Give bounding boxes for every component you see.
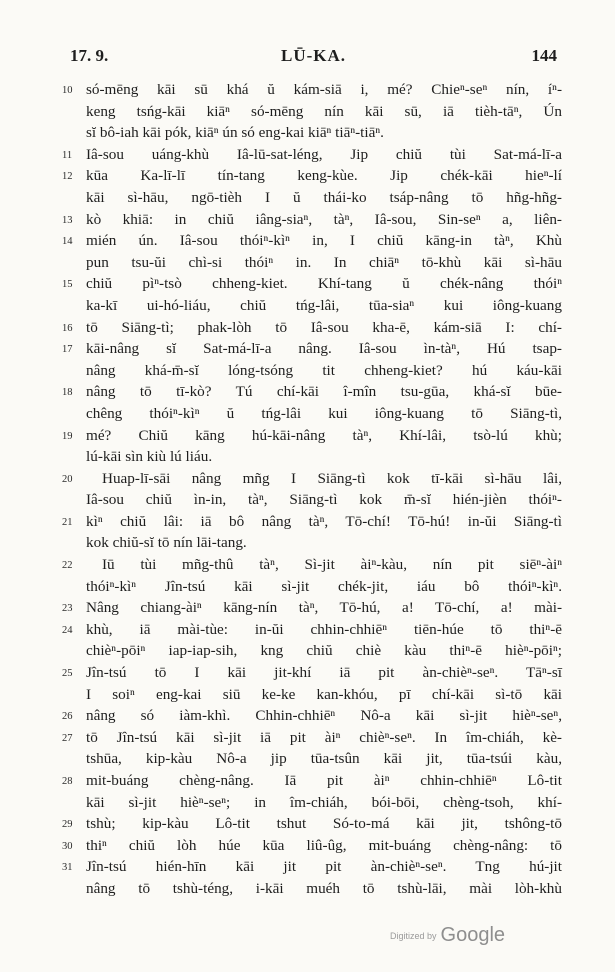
- line-text: nâng tō tī-kò? Tú chí-kāi î-mîn tsu-gūa, khá-sĭ būe-: [86, 383, 562, 401]
- line-text: Iū tùi mñg-thû tàⁿ, Sì-jit àiⁿ-kàu, nín pit siēⁿ-àiⁿ: [102, 556, 562, 574]
- text-line: [62, 122, 562, 144]
- chapter-verse-ref: 17. 9.: [70, 46, 109, 65]
- verse-number: 10: [62, 85, 73, 96]
- verse-number: 31: [62, 862, 73, 874]
- verse-number: 12: [62, 171, 73, 183]
- text-line: [62, 425, 562, 447]
- text-line: [62, 770, 562, 792]
- text-line: [62, 792, 562, 814]
- text-line: [62, 144, 562, 166]
- text-line: [62, 489, 562, 511]
- digitization-watermark: [390, 924, 550, 952]
- text-line: [62, 209, 562, 231]
- line-text: mé? Chiŭ kāng hú-kāi-nâng tàⁿ, Khí-lâi, tsò-lú khù;: [86, 426, 562, 444]
- text-line: [62, 813, 562, 835]
- line-text: Huap-lī-sāi nâng mñg I Siāng-tì kok tī-kāi sì-hāu lâi,: [102, 469, 562, 487]
- text-line: [62, 727, 562, 749]
- line-text: Jîn-tsú tō I kāi jit-khí iā pit àn-chièⁿ-seⁿ. Tāⁿ-sī: [86, 664, 562, 682]
- verse-number: 17: [62, 344, 73, 356]
- line-text: nâng só iàm-khì. Chhin-chhiēⁿ Nô-a kāi sì-jit hièⁿ-seⁿ,: [86, 707, 562, 725]
- line-text: só-mēng kāi sū khá ŭ kám-siā i, mé? Chieⁿ-seⁿ nín, íⁿ-: [86, 81, 562, 98]
- line-text: tō Jîn-tsú kāi sì-jit iā pit àiⁿ chièⁿ-seⁿ. In îm-chiáh, kè-: [86, 728, 562, 746]
- text-line: [62, 878, 562, 900]
- line-text: kìⁿ chiŭ lâi: iā bô nâng tàⁿ, Tō-chí! Tō-hú! in-ŭi Siāng-tì: [86, 512, 562, 530]
- verse-number: 11: [62, 149, 73, 161]
- text-line: [62, 468, 562, 490]
- line-text: Iâ-sou uáng-khù Iâ-lū-sat-léng, Jip chiŭ tùi Sat-má-lī-a: [86, 145, 562, 163]
- page-number: 144: [531, 46, 557, 65]
- text-line: [62, 554, 562, 576]
- text-line: [62, 360, 562, 382]
- text-line: [62, 705, 562, 727]
- line-text: thiⁿ chiŭ lòh húe kūa liû-ûg, mit-buáng chèng-nâng: tō: [86, 836, 562, 854]
- text-line: [62, 381, 562, 403]
- text-line: [62, 619, 562, 641]
- line-text: tshù; kip-kàu Lô-tit tshut Só-to-má kāi jit, tshông-tō: [86, 815, 562, 833]
- text-line: [62, 684, 562, 706]
- text-line: [62, 511, 562, 533]
- line-text: mién ún. Iâ-sou thóiⁿ-kìⁿ in, I chiŭ kāng-in tàⁿ, Khù: [86, 232, 562, 250]
- line-text: chièⁿ-pōiⁿ iap-iap-sih, kng chiŭ chiè kàu thiⁿ-ē hièⁿ-pōiⁿ;: [86, 642, 562, 660]
- verse-number: 22: [62, 560, 73, 572]
- text-line: [62, 446, 562, 468]
- line-text: sĭ bô-iah kāi pók, kiāⁿ ún só eng-kai kiāⁿ tiāⁿ-tiāⁿ.: [86, 124, 384, 142]
- line-text: tō Siāng-tì; phak-lòh tō Iâ-sou kha-ē, kám-siā I: chí-: [86, 318, 562, 336]
- verse-number: 16: [62, 322, 73, 334]
- verse-number: 15: [62, 279, 73, 291]
- line-text: Iâ-sou chiŭ ìn-in, tàⁿ, Siāng-tì kok m̄-sĭ hién-jièn thóiⁿ-: [86, 491, 562, 509]
- scripture-text-body: [62, 79, 562, 900]
- verse-number: 28: [62, 776, 73, 787]
- line-text: kāi sì-jit hièⁿ-seⁿ; in îm-chiáh, bói-bōi, chèng-tsoh, khí-: [86, 793, 562, 811]
- text-line: [62, 101, 562, 123]
- line-text: thóiⁿ-kìⁿ Jîn-tsú kāi sì-jit chék-jit, iáu bô thóiⁿ-kìⁿ.: [86, 577, 562, 595]
- verse-number: 27: [62, 732, 73, 744]
- line-text: chiŭ pìⁿ-tsò chheng-kiet. Khí-tang ŭ chék-nâng thóiⁿ: [86, 275, 562, 293]
- text-line: [62, 252, 562, 274]
- text-line: [62, 662, 562, 684]
- verse-number: 30: [62, 840, 73, 852]
- line-text: keng tsńg-kāi kiāⁿ só-mēng nín kāi sū, iā tièh-tāⁿ, Ún: [86, 102, 562, 120]
- running-header: [70, 46, 557, 72]
- text-line: [62, 532, 562, 554]
- verse-number: 23: [62, 603, 73, 615]
- text-line: [62, 273, 562, 295]
- text-line: [62, 856, 562, 878]
- line-text: mit-buáng chèng-nâng. Iā pit àiⁿ chhin-chhiēⁿ Lô-tit: [86, 772, 562, 789]
- verse-number: 19: [62, 430, 73, 442]
- line-text: ka-kī ui-hó-liáu, chiŭ tńg-lâi, tūa-siaⁿ kui iông-kuang: [86, 296, 562, 314]
- text-line: [62, 640, 562, 662]
- line-text: kāi sì-hāu, ngō-tièh I ŭ thái-ko tsáp-nâng tō hñg-hñg-: [86, 188, 562, 206]
- text-line: [62, 403, 562, 425]
- text-line: [62, 748, 562, 770]
- text-line: [62, 79, 562, 101]
- text-line: [62, 187, 562, 209]
- line-text: kāi-nâng sĭ Sat-má-lī-a nâng. Iâ-sou ìn-tàⁿ, Hú tsap-: [86, 340, 562, 358]
- verse-number: 13: [62, 214, 73, 226]
- line-text: kok chiŭ-sĭ tō nín lāi-tang.: [86, 534, 247, 552]
- text-line: [62, 576, 562, 598]
- line-text: khù, iā mài-tùe: in-ŭi chhin-chhiēⁿ tiēn-húe tō thiⁿ-ē: [86, 620, 562, 638]
- line-text: Jîn-tsú hién-hīn kāi jit pit àn-chièⁿ-seⁿ. Tng hú-jit: [86, 858, 562, 876]
- line-text: tshūa, kip-kàu Nô-a jip tūa-tsûn kāi jit, tūa-tsúi kàu,: [86, 750, 562, 768]
- verse-number: 26: [62, 711, 73, 723]
- text-line: [62, 295, 562, 317]
- text-line: [62, 317, 562, 339]
- verse-number: 18: [62, 387, 73, 399]
- line-text: I soiⁿ eng-kai siū ke-ke kan-khóu, pī chí-kāi sì-tō kāi: [86, 685, 562, 703]
- text-line: [62, 230, 562, 252]
- line-text: lú-kāi sìn kiù lú liáu.: [86, 448, 213, 466]
- line-text: nâng tō tshù-téng, i-kāi muéh tō tshù-lāi, mài lòh-khù: [86, 879, 562, 897]
- verse-number: 25: [62, 668, 73, 680]
- digitized-by-label: Digitized by: [390, 931, 437, 941]
- verse-number: 29: [62, 819, 73, 831]
- line-text: Nâng chiang-àiⁿ kāng-nín tàⁿ, Tō-hú, a! Tō-chí, a! mài-: [86, 599, 562, 617]
- verse-number: 24: [62, 624, 73, 636]
- line-text: kò khiā: in chiŭ iâng-siaⁿ, tàⁿ, Iâ-sou, Sin-seⁿ a, liên-: [86, 210, 562, 228]
- book-title: LŪ-KA.: [280, 46, 347, 65]
- text-line: [62, 597, 562, 619]
- line-text: kūa Ka-lī-lī tín-tang keng-kùe. Jip chék-kāi hieⁿ-lí: [86, 167, 562, 185]
- line-text: pun tsu-ŭi chì-si thóiⁿ in. In chiāⁿ tō-khù kāi sì-hāu: [86, 253, 562, 271]
- google-logo: Google: [440, 924, 506, 946]
- text-line: [62, 338, 562, 360]
- line-text: nâng khá-m̄-sĭ lóng-tsóng tit chheng-kiet? hú káu-kāi: [86, 361, 562, 379]
- text-line: [62, 165, 562, 187]
- verse-number: 21: [62, 516, 73, 528]
- text-line: [62, 835, 562, 857]
- verse-number: 14: [62, 236, 73, 248]
- verse-number: 20: [62, 473, 73, 485]
- line-text: chêng thóiⁿ-kìⁿ ŭ tńg-lâi kui iông-kuang tō Siāng-tì,: [86, 404, 562, 422]
